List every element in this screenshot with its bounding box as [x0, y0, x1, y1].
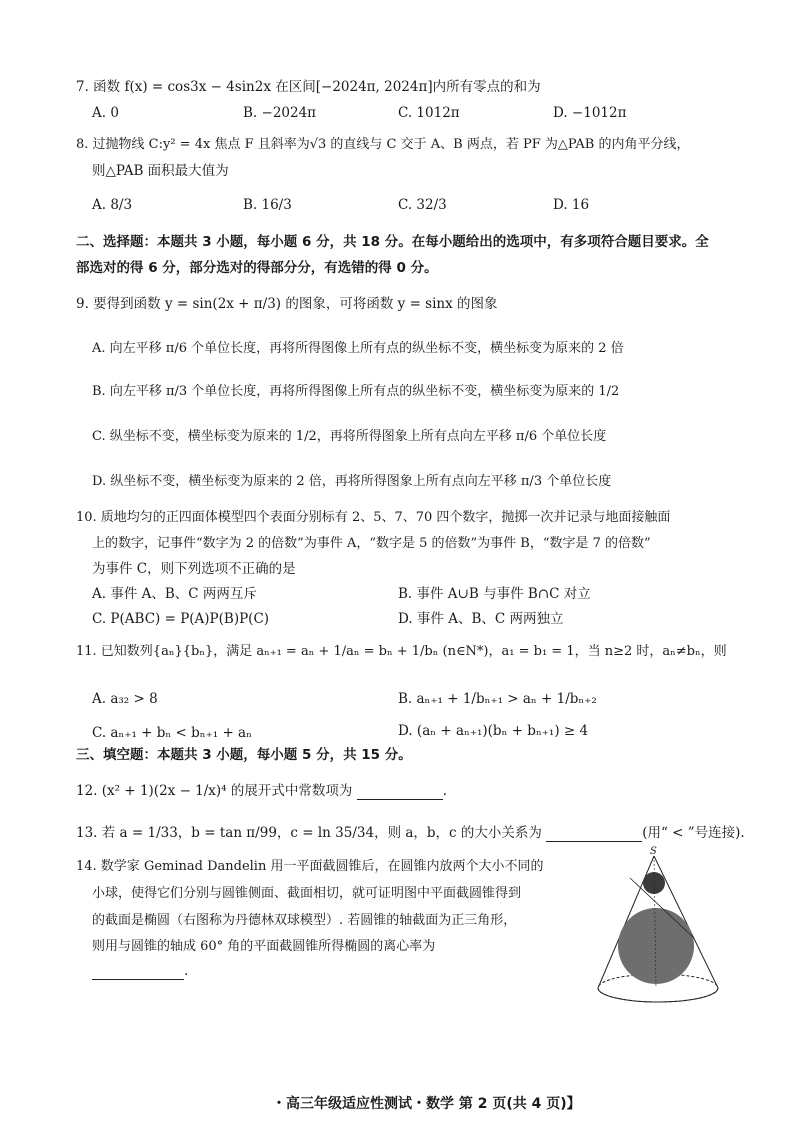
- q11-stem: 11. 已知数列{aₙ}{bₙ}，满足 aₙ₊₁ = aₙ + 1/aₙ = bₙ + 1/bₙ (n∈N*)，a₁ = b₁ = 1，当 n≥2 时，aₙ≠bₙ，则: [76, 644, 727, 659]
- q10-stem-line3: 为事件 C，则下列选项不正确的是: [92, 561, 296, 577]
- q10-option-c: C. P(ABC) = P(A)P(B)P(C): [92, 611, 270, 627]
- q8-option-a: A. 8/3: [92, 197, 133, 213]
- q9-option-d: D. 纵坐标不变，横坐标变为原来的 2 倍，再将所得图象上所有点向左平移 π/3 个单位长度: [92, 474, 612, 489]
- q12-answer-blank[interactable]: [357, 785, 443, 800]
- figure-apex-label: S: [650, 846, 657, 857]
- cone-base-front: [598, 988, 718, 1002]
- q14-line3: 的截面是椭圆（右图称为丹德林双球模型）. 若圆锥的轴截面为正三角形，: [92, 913, 517, 928]
- q13-end: (用“ < ”号连接).: [642, 825, 745, 841]
- q12-line: [76, 782, 447, 800]
- q10-option-d: D. 事件 A、B、C 两两独立: [398, 611, 564, 627]
- q13-line: [76, 824, 745, 842]
- q9-option-c: C. 纵坐标不变，横坐标变为原来的 1/2，再将所得图象上所有点向左平移 π/6 个单位长度: [92, 429, 607, 444]
- q8-option-c: C. 32/3: [398, 197, 447, 213]
- page-footer: ・高三年级适应性测试・数学 第 2 页(共 4 页)】: [272, 1096, 581, 1112]
- q14-line1: 14. 数学家 Geminad Dandelin 用一平面截圆锥后，在圆锥内放两个大小不同的: [76, 859, 544, 874]
- q9-option-a: A. 向左平移 π/6 个单位长度，再将所得图像上所有点的纵坐标不变，横坐标变为原来的 2 倍: [92, 341, 624, 356]
- q10-stem-line1: 10. 质地均匀的正四面体模型四个表面分别标有 2、5、7、70 四个数字，抛掷一次并记录与地面接触面: [76, 510, 671, 525]
- section2-heading-line2: 部选对的得 6 分，部分选对的得部分分，有选错的得 0 分。: [76, 260, 438, 276]
- q11-option-c: C. aₙ₊₁ + bₙ < bₙ₊₁ + aₙ: [92, 725, 252, 741]
- q7-option-d: D. −1012π: [553, 105, 627, 121]
- section2-heading-line1: 二、选择题：本题共 3 小题，每小题 6 分，共 18 分。在每小题给出的选项中，有多项符合题目要求。全: [76, 234, 709, 250]
- q10-stem-line2: 上的数字，记事件“数字为 2 的倍数”为事件 A，“数字是 5 的倍数”为事件 B，“数字是 7 的倍数”: [92, 536, 651, 551]
- section3-heading: 三、填空题：本题共 3 小题，每小题 5 分，共 15 分。: [76, 747, 412, 763]
- q14-answer-line: [92, 962, 188, 980]
- q10-option-a: A. 事件 A、B、C 两两互斥: [92, 586, 257, 602]
- q13-answer-blank[interactable]: [546, 827, 642, 842]
- q8-stem-line2: 则△PAB 面积最大值为: [92, 163, 229, 179]
- dandelin-spheres-figure: [590, 842, 740, 1012]
- q13-stem: 13. 若 a = 1/33，b = tan π/99，c = ln 35/34，则 a，b，c 的大小关系为: [76, 825, 542, 841]
- q11-option-b: B. aₙ₊₁ + 1/bₙ₊₁ > aₙ + 1/bₙ₊₂: [398, 691, 597, 707]
- q8-stem-line1: 8. 过抛物线 C:y² = 4x 焦点 F 且斜率为√3 的直线与 C 交于 A、B 两点，若 PF 为△PAB 的内角平分线，: [76, 137, 690, 152]
- q11-option-d: D. (aₙ + aₙ₊₁)(bₙ + bₙ₊₁) ≥ 4: [398, 723, 589, 739]
- q7-option-a: A. 0: [92, 105, 119, 121]
- q11-option-a: A. a₃₂ > 8: [92, 691, 158, 707]
- q14-answer-blank[interactable]: [92, 965, 184, 980]
- q8-option-d: D. 16: [553, 197, 590, 213]
- q10-option-b: B. 事件 A∪B 与事件 B∩C 对立: [398, 586, 591, 602]
- q8-option-b: B. 16/3: [243, 197, 292, 213]
- q14-line4: 则用与圆锥的轴成 60° 角的平面截圆锥所得椭圆的离心率为: [92, 939, 436, 954]
- small-sphere: [643, 872, 665, 894]
- q12-end: .: [442, 783, 447, 799]
- q7-option-c: C. 1012π: [398, 105, 460, 121]
- q14-line2: 小球，使得它们分别与圆锥侧面、截面相切，就可证明图中平面截圆锥得到: [92, 886, 522, 901]
- q12-stem: 12. (x² + 1)(2x − 1/x)⁴ 的展开式中常数项为: [76, 783, 353, 799]
- q7-option-b: B. −2024π: [243, 105, 317, 121]
- q7-stem: 7. 函数 f(x) = cos3x − 4sin2x 在区间[−2024π, 2024π]内所有零点的和为: [76, 79, 541, 95]
- q14-end: .: [184, 963, 189, 979]
- q9-stem: 9. 要得到函数 y = sin(2x + π/3) 的图象，可将函数 y = sinx 的图象: [76, 296, 498, 312]
- q9-option-b: B. 向左平移 π/3 个单位长度，再将所得图像上所有点的纵坐标不变，横坐标变为原来的 1/2: [92, 384, 620, 399]
